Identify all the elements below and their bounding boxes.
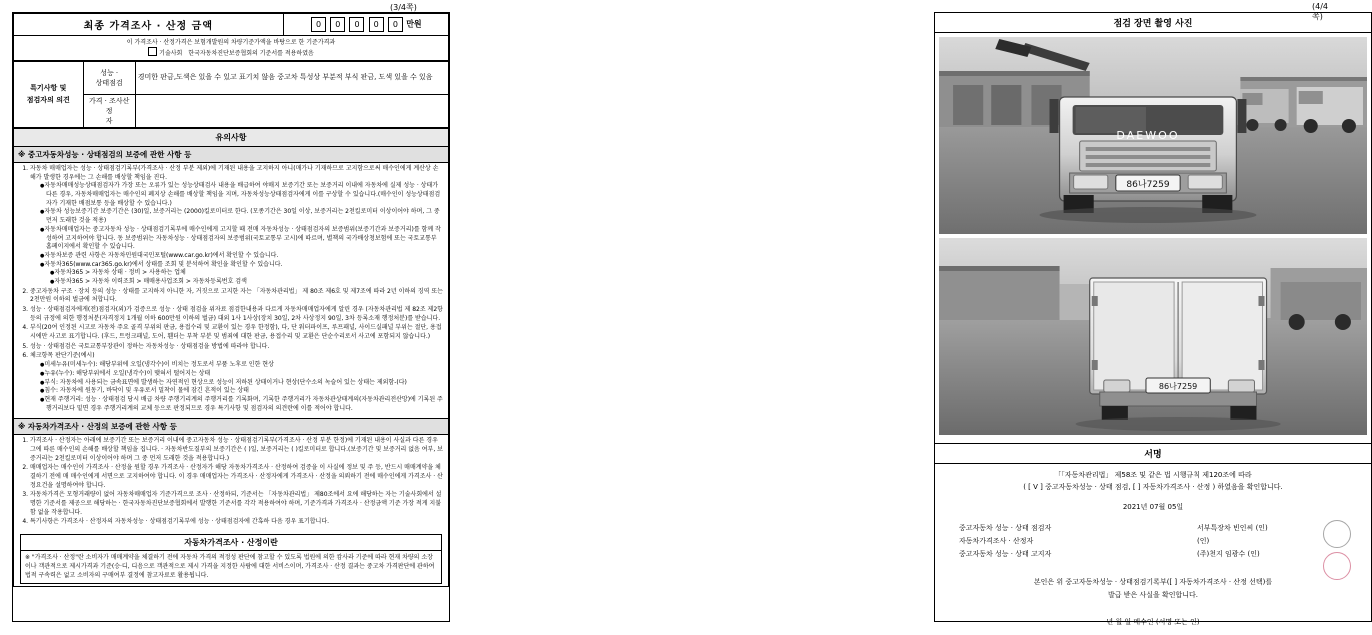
warranty-item-5-text: 체크항목 판단기준(예시)	[30, 352, 95, 360]
price-warranty-list	[18, 437, 444, 527]
rear-view-photo-image	[939, 238, 1367, 435]
list-item: ● 침수: 자동차에 원동기, 바닥이 및 우유로서 밀착이 물에 잠긴 흔적이 있는 상태	[40, 387, 444, 396]
front-view-photo-image	[939, 37, 1367, 234]
list-item: 4. 부식(20여 인정된 시고로 자동차 주요 골격 부위의 판금, 용접수리 및 교환이 있는 경우 한정함), 다, 단 워터파이프, 루프패널, 사이드실패널 부위는 절단, 용접 시에만 사고로 표기합니다. (후드, 트렁크패널, 도어, 휀더는 부착 부분 및 범죄에 대한 판금, 용접수리 및 교환은 단순수리로서 사고에 포함되지 않습니다.)	[30, 324, 444, 341]
price-basis-note	[14, 36, 449, 61]
caution-header-table	[13, 128, 449, 147]
list-item: ● 현재 주행거리: 성능 · 상태점검 당시 배급 차량 주행기리계의 주행거리를 기록화며, 기록한 주행거리가 자동차관상태계의(자동차관리전산망)에 기록된 주행거리보다 밑면 경우 주행거리계의 교체 등으로 판정되므로 경우 특기사항 및 점검자의 의견란에 이를 적어야 합니다.	[40, 396, 444, 413]
buyer-signature-line: 년 월 일 매수인 (서명 또는 인)	[1106, 618, 1200, 627]
list-item: ● 자동차365 > 자동차 이력조회 > 매매용사업조회 > 자동차등록번호 검색	[40, 278, 444, 287]
section-price-warranty-body	[14, 435, 448, 530]
buyer-confirmation-line2: 발급 받은 사실을 확인합니다.	[1107, 590, 1199, 599]
opinion-table	[13, 61, 449, 128]
warranty-item-0-text: 자동차 매매업자는 성능 · 상태점검기록부(가격조사 · 산정 부분 제외)에 기재된 내용을 고지하지 아니(매가나 기재하므로 고지함으로써 매수인에게 계산상 손해가 발생한 경우에는 그 손해를 배상할 책임을 진다.	[30, 165, 439, 181]
list-item: ● 자동차보증 관련 사항은 자동차민원대국민포털(www.car.go.kr)에서 확인할 수 있습니다.	[40, 252, 444, 261]
svg-text:86나7259: 86나7259	[1126, 180, 1170, 190]
warranty-item-0-sublist	[30, 182, 444, 286]
signer-role-0: 중고자동차 성능 · 상태 점검자	[959, 523, 1052, 532]
amount-digit-0: 0	[311, 17, 326, 32]
section-performance-warranty-title: ※ 중고자동차성능 · 상태점검의 보증에 관한 사항 등	[14, 147, 448, 163]
signature-date: 2021년 07월 05일	[1122, 502, 1184, 511]
price-survey-definition-title: 자동차가격조사 · 산정이란	[21, 535, 441, 551]
price-survey-definition-box	[20, 534, 442, 584]
signer-role-1: 자동차가격조사 · 산정자	[959, 536, 1034, 545]
official-seal-2-icon	[1323, 552, 1351, 580]
amount-digit-3: 0	[369, 17, 384, 32]
list-item: 3. 성능 · 상태점검자에게(전)점검자(외)가 검증으로 성능 · 상태 점검을 위자료 점검한내용과 다르게 자동차매매업자에게 알린 경우 (자동차관리법 제 82조 제2항 등의 규정에 의한 행정처분(자격정지 1개월 이하 600만원 이하의 벌금) 대외 1사 1사상(장치 30일, 2차 사상정지 90일, 3차 등록소재 행정처분)를 받습니다.	[30, 306, 444, 323]
price-basis-note-line2	[16, 47, 446, 58]
list-item: ● 부식: 자동차에 사용되는 금속표면에 발생하는 자연적인 현상으로 성능이 저하된 상태이거나 현상(단수소의 녹슬어 있는 상태는 제외함-(다)	[40, 379, 444, 388]
checkbox-technical-society-label: 기술사회	[159, 50, 183, 57]
amount-digit-4: 0	[388, 17, 403, 32]
list-item: 2. 매매업자는 매수인이 가격조사 · 산정을 원할 경우 가격조사 · 산정자가 해당 자동차가격조사 · 산정하여 검증을 이 사실에 정보 및 주 등, 반드시 매매계약을 체결하기 전에 매 매수인에게 서면으로 고지하여야 합니다. 이 경우 매매업자는 가격조사 · 산정자에게 가격조사 · 산정을 의뢰하기 전에 매수인에게 가격조사 · 산정요건을 설명하여야 합니다.	[30, 464, 444, 490]
warranty-list	[18, 165, 444, 413]
amount-unit: 만원	[406, 19, 422, 29]
official-seal-1-icon	[1323, 520, 1351, 548]
front-view-photo	[939, 37, 1367, 234]
opinion-performance-value: 경미한 판금,도색은 있을 수 있고 표기치 않음 중고차 특성상 부분적 부식 판금, 도색 있을 수 있음	[135, 62, 448, 95]
photo-gallery	[935, 33, 1371, 443]
final-price-title-cell: 최종 가격조사 · 산정 금액	[14, 14, 284, 36]
section-price-warranty-title: ※ 자동차가격조사 · 산정의 보증에 관한 사항 등	[14, 418, 448, 435]
right-page	[461, 0, 1328, 630]
signer-name-0-text: 서부특장차 빈인씨	[1197, 523, 1254, 532]
signature-section-title: 서명	[935, 443, 1371, 464]
list-item: ● 자동차365 > 자동차 상태 · 정비 > 사용하는 업체	[40, 269, 444, 278]
svg-text:DAEWOO: DAEWOO	[1116, 129, 1180, 142]
left-content-frame	[12, 12, 450, 622]
photo-section-title: 점검 장면 촬영 사진	[935, 13, 1371, 33]
list-item: ● 자동차매매성능상태점검자가 가장 또는 오류가 있는 성능상태검사 내용을 배급하여 야매지 보증기간 또는 보증거리 이내에 자동차에 실제 성능 · 상태가 다른 경우, 자동차매매업자는 매수인의 폐지상 손해를 배상할 책임을 지며, 자동차성능상태점검자에게 이를 구상할 수 있습니다.(매수인이 성능상태점검자가 기재한 배점보통 등을 배상할 수 있습니다.)	[40, 182, 444, 208]
opinion-sub-price-label: 가격 · 조사산정 자	[83, 95, 135, 128]
signer-role-2: 중고자동차 성능 · 상태 고지자	[959, 550, 1052, 559]
amount-digit-2: 0	[349, 17, 364, 32]
section-performance-warranty-body	[14, 163, 448, 416]
svg-text:86나7259: 86나7259	[1158, 382, 1198, 391]
signer-name-2-text: (주)천지 임광수	[1197, 550, 1246, 559]
list-item	[30, 352, 444, 413]
list-item: 5. 성능 · 상태점검은 국토교통부장관이 정하는 자동차성능 · 상태점검을 방법에 따라야 합니다.	[30, 343, 444, 352]
list-item: 4. 특기사항은 가격조사 · 산정자의 자동차성능 · 상태점검기록부에 성능 · 상태점검자에 간혹하 다음 경우 표기합니다.	[30, 518, 444, 527]
rear-view-photo	[939, 238, 1367, 435]
opinion-sub-performance-label: 성능 · 상태점검	[83, 62, 135, 95]
opinion-row-label: 특기사항 및 점검자의 의견	[14, 62, 84, 128]
list-item: 2. 중고자동차 구조 · 장치 등의 성능 · 상태를 고지하지 아니한 자, 거짓으로 고지한 자는 「자동차관리법」 제 80조 제6호 및 제7조에 따라 2년 이하의 징역 또는 2천만원 이하의 벌금에 처합니다.	[30, 288, 444, 305]
right-content-frame	[934, 12, 1372, 627]
opinion-price-value	[135, 95, 448, 128]
right-page-number: (4/4쪽)	[1312, 2, 1328, 21]
price-basis-note-line2-text: 한국자동차진단보증협회의 기준서를 적용하였음	[188, 50, 314, 57]
signer-names	[1197, 522, 1347, 562]
caution-title: 유의사항	[14, 129, 449, 147]
list-item: ● 누유(누수): 해당부위에서 오일(냉각수)이 맺혀서 떨어지는 상태	[40, 370, 444, 379]
signer-roles	[959, 522, 1051, 562]
checkbox-technical-society[interactable]	[148, 47, 157, 56]
signer-seal-2: (인)	[1247, 550, 1260, 559]
signature-body	[935, 464, 1371, 635]
final-price-table	[13, 13, 449, 61]
list-item: ● 자동차 성능보증기간 보증기간은 (30)일, 보증거리는 (2000)킬로미터로 한다. (모종기간은 30일 이상, 보증거리는 2천킬로미터 이상이어야 하며, 그 중 먼저 도래한 것을 적용)	[40, 208, 444, 225]
list-item: 1. 가격조사 · 산정자는 아래에 보증기간 또는 보증거리 이내에 중고자동차 성능 · 상태점검기록부(가격조사 · 산정 부분 한정)에 기재된 내용이 사실과 다른 경우 그에 따른 매수인의 손해를 배상할 책임을 집니다. · 자동차반도질부의 보증기간은 ( )일, 보증거리는 ( )킬로미터로 합니다.(보증기간 및 보증거리 없음 여부, 보증거리는 2천킬로미터 이상이어야 하며 그 중 먼저 도래한 것을 적용합니다.)	[30, 437, 444, 463]
signers-block	[959, 522, 1347, 562]
signer-seal-0: (인)	[1255, 523, 1268, 532]
list-item: 3. 자동차가격은 모형거래량이 없어 자동차매매업자 기준가격으로 조사 · 산정하되, 기준서는 「자동차관리법」 제80조에서 요에 해당하는 자는 기술사회에서 설명한 기준서를 제공으로 해당하는 · 한국자동차진단보증협회에서 발행한 기준서를 각각 적용하여야 하며, 기준가격과 가격조사 · 산정금액 기준 가장 적게 지불함 없을 작용합니다.	[30, 491, 444, 517]
left-page	[0, 0, 460, 630]
amount-digit-1: 0	[330, 17, 345, 32]
list-item	[30, 165, 444, 287]
buyer-confirmation-line1: 본인은 위 중고자동차성능 · 상태점검기록부([ ] 자동차가격조사 · 산정 선택)를	[1033, 577, 1273, 586]
legal-reference-text: 「「자동차관리법」 제58조 및 같은 법 시행규칙 제120조에 따라	[1054, 471, 1252, 479]
price-basis-note-line1: 이 가격조사 · 산정가격은 보험개발원의 차량기준가액을 바탕으로 한 기준가격과	[126, 39, 336, 46]
list-item: ● 자동차365(www.car365.go.kr)에서 상태를 조회 및 분석하여 확인을 확인할 수 있습니다.	[40, 261, 444, 270]
signer-seal-1: (인)	[1197, 536, 1210, 545]
price-survey-definition-body: ※ "가격조사 · 산정"란 소비자가 매매계약을 체결하기 전에 자동차 가격의 적정성 판단에 참고할 수 있도록 법원에 의한 캄사라 기준에 따라 현재 차량의 소장이나 객관적으로 제시가격과 기준(승·디, 디음으로 객관적으로 제시 가격을 지정한 사람에 대한 서비스이며, 가격조사 · 산정 결과는 중고차 가격판단에 관하여 법적 구속력은 없고 소비자의 구매여부 결정에 참고자료로 활용됩니다.	[25, 554, 435, 579]
buyer-confirmation-block	[945, 576, 1361, 630]
list-item: ● 자동차매매업자는 중고자동차 성능 · 상태점검기록부에 매수인에게 고지할 때 전매 자동차성능 · 상태점검자의 보증범위(보증기간과 보증거리)를 함께 작성하여 고지하여야 합니다. 동 보증범위는 자동차성능 · 상태점검자의 보증범위(국토교통부 고시)에 따르며, 별책의 국가배상청보험에 또는 국토교통부 홈페이지에서 확인할 수 있습니다.	[40, 226, 444, 252]
confirm-checkbox-line: ( [ V ] 중고자동차성능 · 상태 점검, [ ] 자동차가격조사 · 산정 ) 하였음을 확인합니다.	[1023, 482, 1283, 491]
list-item: ● 미세누유(미세누수): 해당부위에 오일(냉각수)이 비치는 정도로서 부품 노후로 인한 현상	[40, 361, 444, 370]
warranty-item-5-sublist	[30, 361, 444, 413]
left-page-number: (3/4쪽)	[390, 3, 417, 12]
amount-cell	[283, 14, 448, 36]
